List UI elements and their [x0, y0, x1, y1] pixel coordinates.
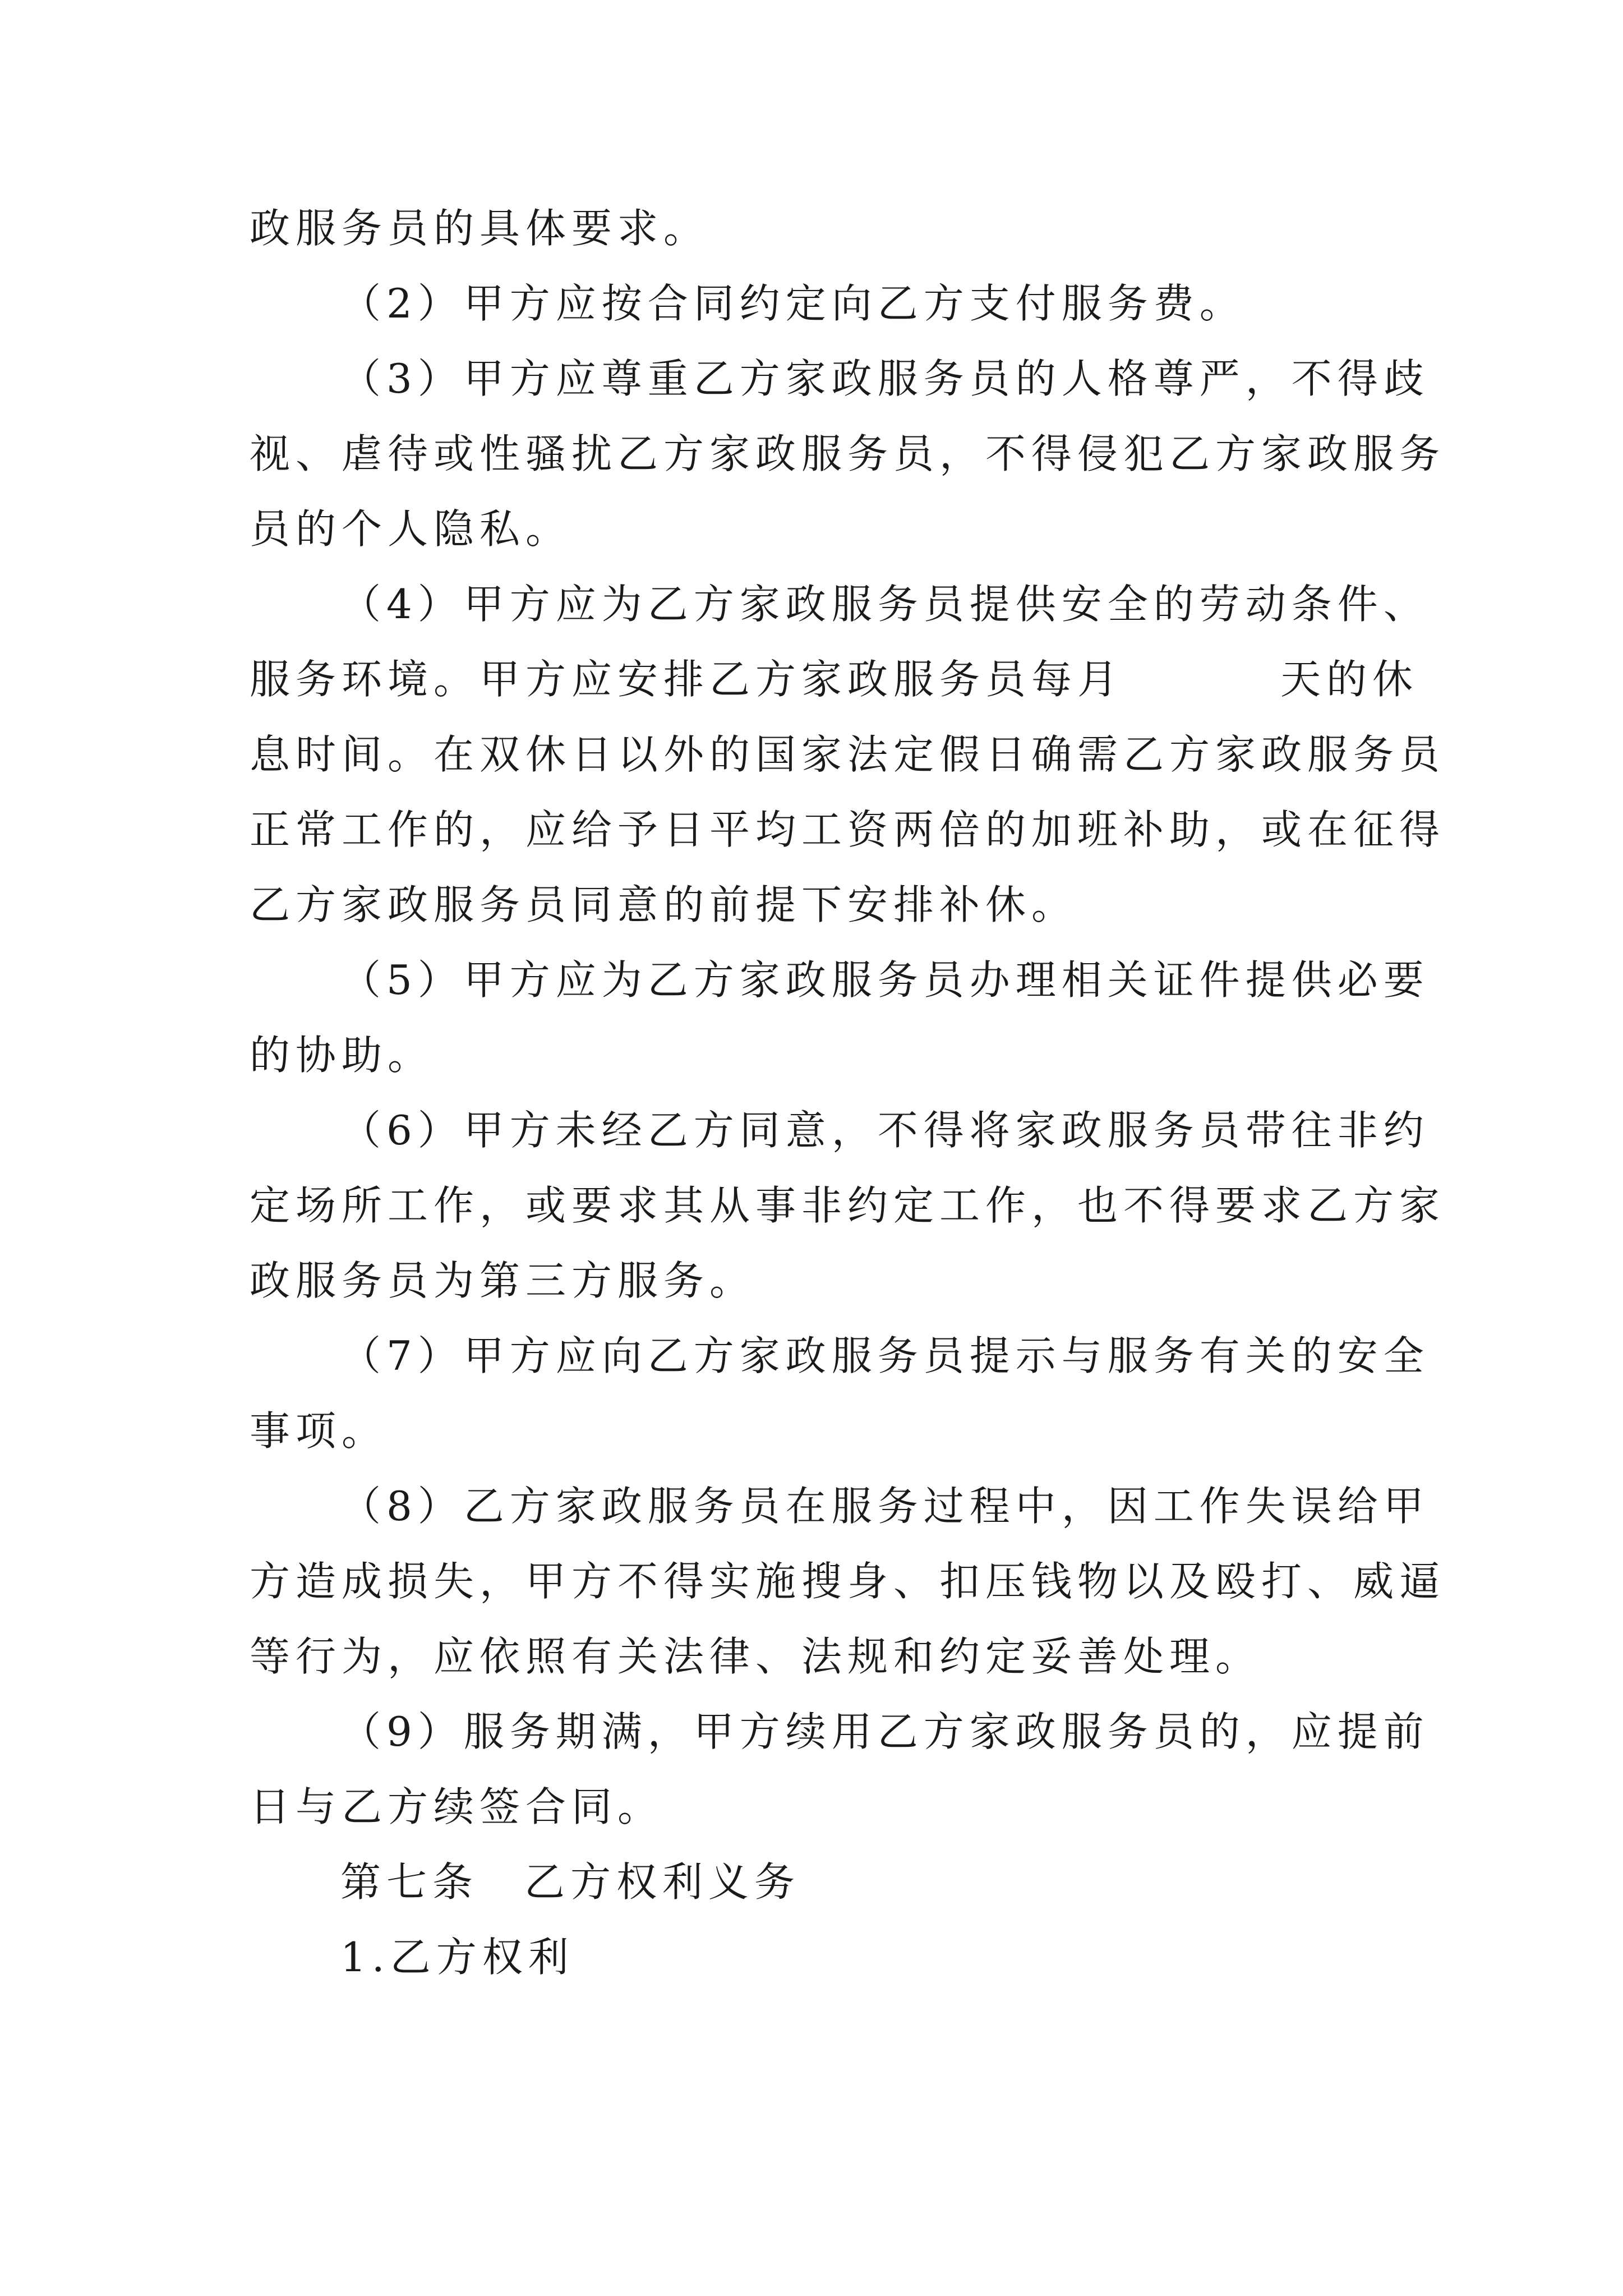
clause-3-line: 员的个人隐私。: [250, 505, 572, 553]
clause-3-line: 视、虐待或性骚扰乙方家政服务员，不得侵犯乙方家政服务: [250, 430, 1446, 477]
clause-4-line: 息时间。在双休日以外的国家法定假日确需乙方家政服务员: [250, 731, 1446, 778]
section-subheading: 1.乙方权利: [340, 1934, 574, 1981]
clause-5-line: 的协助。: [250, 1032, 434, 1079]
clause-6-line: 定场所工作，或要求其从事非约定工作，也不得要求乙方家: [250, 1182, 1446, 1229]
document-page: [250, 191, 1446, 1995]
clause-8-line: 等行为，应依照有关法律、法规和约定妥善处理。: [250, 1633, 1262, 1680]
clause-8-line: （8）乙方家政服务员在服务过程中，因工作失误给甲: [340, 1483, 1430, 1530]
clause-2-line: （2）甲方应按合同约定向乙方支付服务费。: [340, 280, 1246, 327]
clause-7-line: 事项。: [250, 1407, 388, 1455]
clause-9-line: 日与乙方续签合同。: [250, 1783, 664, 1830]
clause-3-line: （3）甲方应尊重乙方家政服务员的人格尊严，不得歧: [340, 355, 1430, 402]
clause-5-line: （5）甲方应为乙方家政服务员办理相关证件提供必要: [340, 956, 1430, 1004]
clause-9-line: （9）服务期满，甲方续用乙方家政服务员的，应提前: [340, 1708, 1430, 1755]
text-line: 政服务员的具体要求。: [250, 205, 710, 252]
clause-6-line: 政服务员为第三方服务。: [250, 1257, 756, 1304]
clause-4-text-after-blank: 天的休: [1280, 656, 1419, 703]
clause-4-line: （4）甲方应为乙方家政服务员提供安全的劳动条件、: [340, 581, 1430, 628]
clause-4-line: 乙方家政服务员同意的前提下安排补休。: [250, 881, 1078, 928]
article-heading: 第七条 乙方权利义务: [340, 1858, 801, 1906]
clause-4-text-before-blank: 服务环境。甲方应安排乙方家政服务员每月: [250, 656, 1124, 703]
clause-8-line: 方造成损失，甲方不得实施搜身、扣压钱物以及殴打、威逼: [250, 1558, 1446, 1605]
clause-6-line: （6）甲方未经乙方同意，不得将家政服务员带往非约: [340, 1107, 1430, 1154]
clause-4-line-with-blank: [250, 642, 1419, 717]
clause-4-line: 正常工作的，应给予日平均工资两倍的加班补助，或在征得: [250, 806, 1446, 853]
clause-7-line: （7）甲方应向乙方家政服务员提示与服务有关的安全: [340, 1332, 1430, 1379]
